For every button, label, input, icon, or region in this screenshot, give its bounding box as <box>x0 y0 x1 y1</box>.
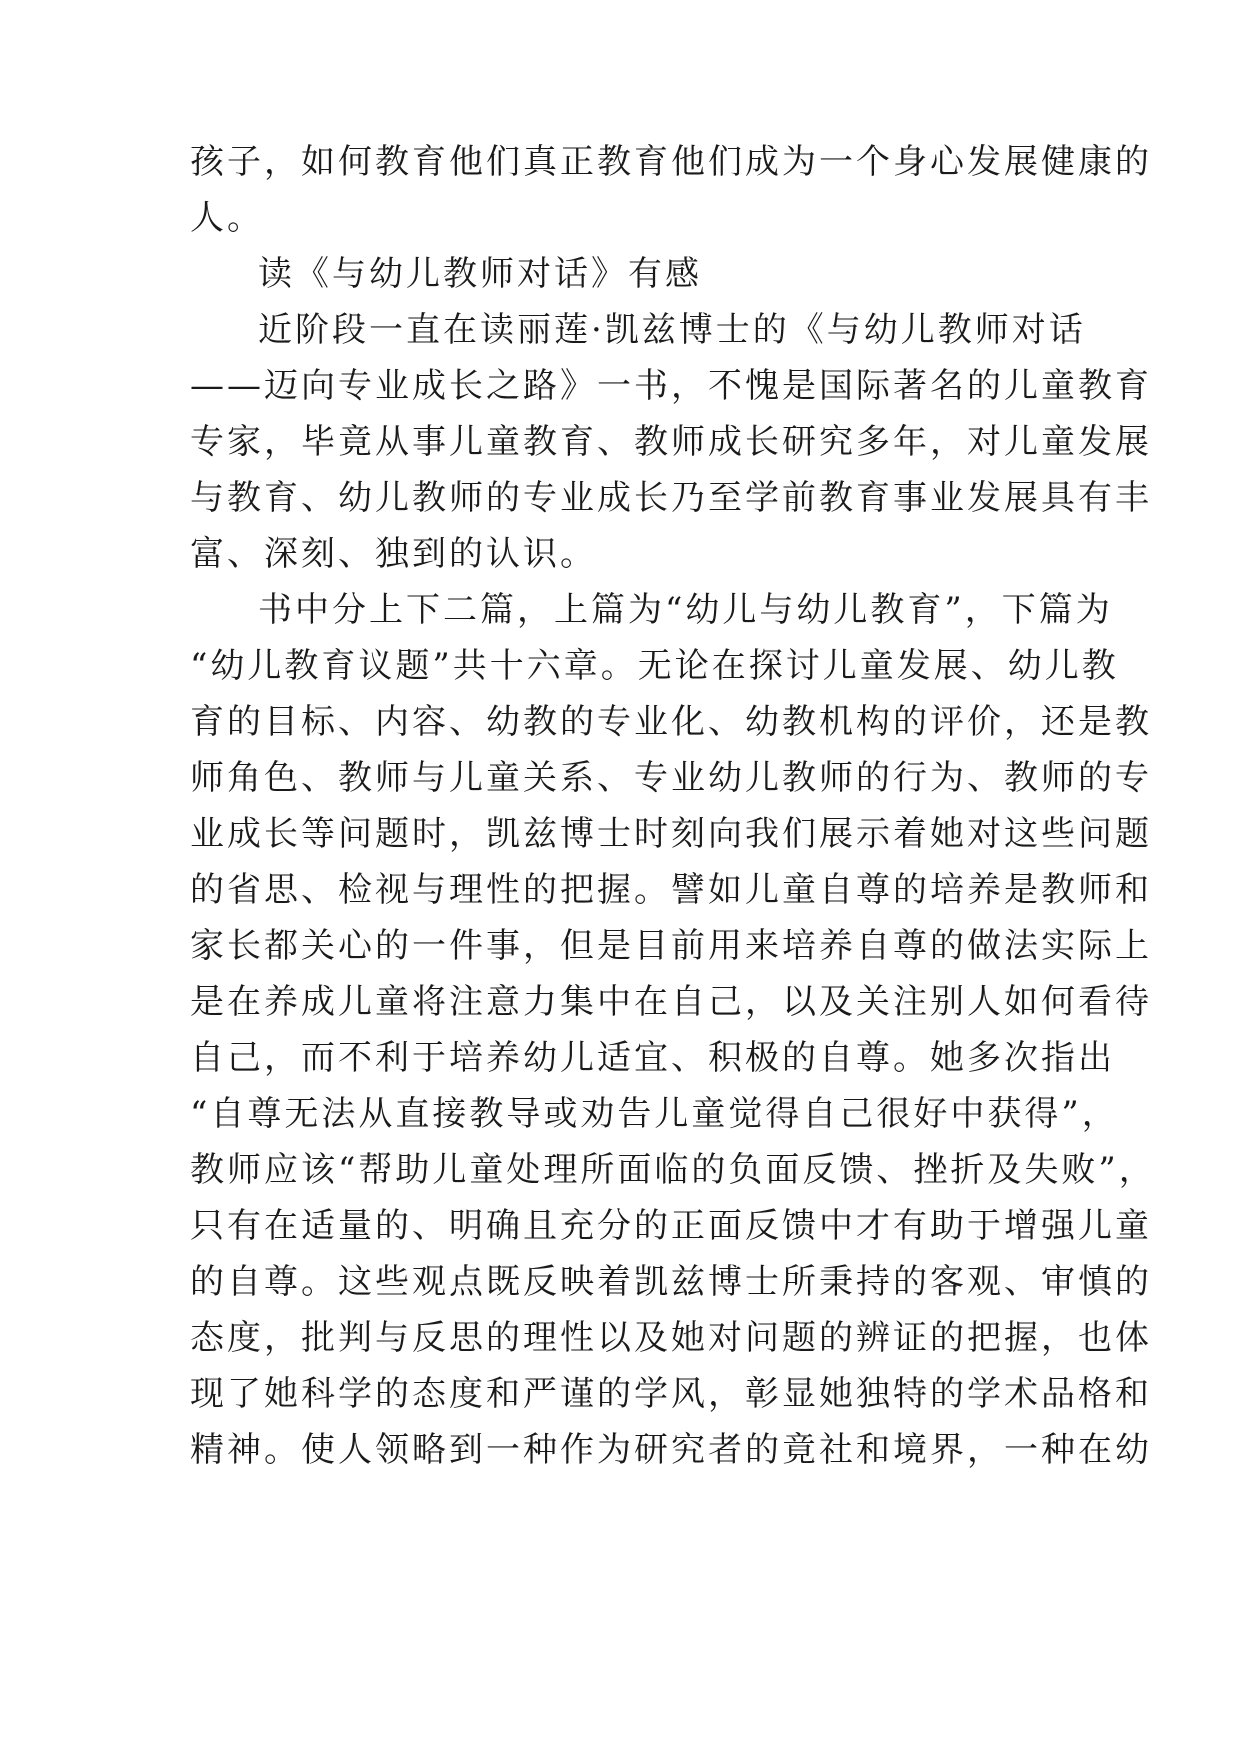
text-line: 人。 <box>190 198 264 238</box>
text-line: “幼儿教育议题”共十六章。无论在探讨儿童发展、幼儿教 <box>190 646 1119 686</box>
text-line: 是在养成儿童将注意力集中在自己，以及关注别人如何看待 <box>190 982 1152 1022</box>
text-line: 师角色、教师与儿童关系、专业幼儿教师的行为、教师的专 <box>190 758 1152 798</box>
text-line: “自尊无法从直接教导或劝告儿童觉得自己很好中获得”， <box>190 1094 1119 1134</box>
text-line: 现了她科学的态度和严谨的学风，彰显她独特的学术品格和 <box>190 1374 1152 1414</box>
text-line: 家长都关心的一件事，但是目前用来培养自尊的做法实际上 <box>190 926 1152 966</box>
text-line: 教师应该“帮助儿童处理所面临的负面反馈、挫折及失败”， <box>190 1150 1156 1190</box>
text-line: 的省思、检视与理性的把握。譬如儿童自尊的培养是教师和 <box>190 870 1152 910</box>
text-line: 富、深刻、独到的认识。 <box>190 534 597 574</box>
text-line: 态度，批判与反思的理性以及她对问题的辨证的把握，也体 <box>190 1318 1152 1358</box>
text-line: 只有在适量的、明确且充分的正面反馈中才有助于增强儿童 <box>190 1206 1152 1246</box>
text-line: 孩子，如何教育他们真正教育他们成为一个身心发展健康的 <box>190 142 1152 182</box>
text-line: 的自尊。这些观点既反映着凯兹博士所秉持的客观、审慎的 <box>190 1262 1152 1302</box>
text-line: 书中分上下二篇，上篇为“幼儿与幼儿教育”，下篇为 <box>258 590 1113 630</box>
text-line: 与教育、幼儿教师的专业成长乃至学前教育事业发展具有丰 <box>190 478 1152 518</box>
text-line: 自己，而不利于培养幼儿适宜、积极的自尊。她多次指出 <box>190 1038 1115 1078</box>
text-line: ——迈向专业成长之路》一书，不愧是国际著名的儿童教育 <box>190 366 1152 406</box>
essay-title: 读《与幼儿教师对话》有感 <box>258 254 702 294</box>
text-line: 近阶段一直在读丽莲·凯兹博士的《与幼儿教师对话 <box>258 310 1086 350</box>
text-line: 育的目标、内容、幼教的专业化、幼教机构的评价，还是教 <box>190 702 1152 742</box>
text-line: 精神。使人领略到一种作为研究者的竟社和境界，一种在幼 <box>190 1430 1152 1470</box>
text-line: 业成长等问题时，凯兹博士时刻向我们展示着她对这些问题 <box>190 814 1152 854</box>
text-line: 专家，毕竟从事儿童教育、教师成长研究多年，对儿童发展 <box>190 422 1152 462</box>
